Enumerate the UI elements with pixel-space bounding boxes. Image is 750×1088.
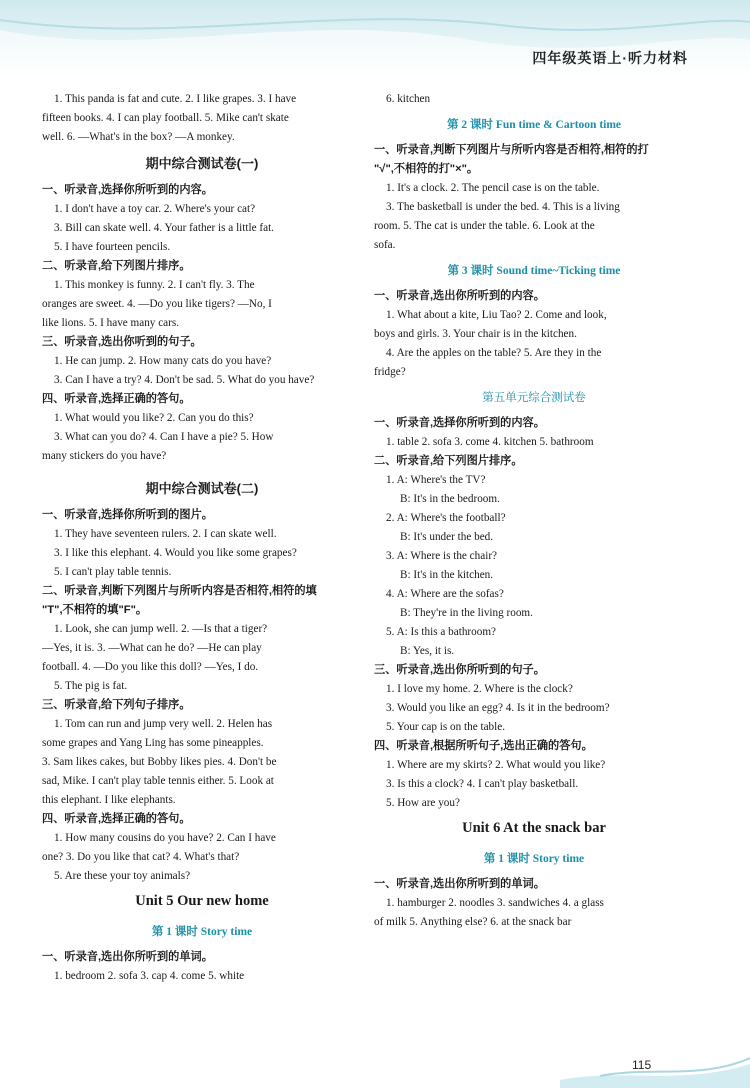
text-line: oranges are sweet. 4. —Do you like tigers? —No, I xyxy=(42,298,272,310)
text-line: sad, Mike. I can't play table tennis either. 5. Look at xyxy=(42,775,274,787)
left-column xyxy=(42,90,362,986)
section-heading: 二、听录音,给下列图片排序。 xyxy=(374,455,523,467)
text-line: boys and girls. 3. Your chair is in the kitchen. xyxy=(374,328,577,340)
test1-title: 期中综合测试卷(一) xyxy=(145,156,259,171)
section-heading: 一、听录音,选出你所听到的单词。 xyxy=(42,951,213,963)
text-line: 6. kitchen xyxy=(386,93,431,105)
text-line: 5. Are these your toy animals? xyxy=(54,870,191,882)
section-heading-cont: "T",不相符的填"F"。 xyxy=(42,604,148,616)
section-heading: 一、听录音,选择你所听到的图片。 xyxy=(42,509,213,521)
text-line: 1. table 2. sofa 3. come 4. kitchen 5. bathroom xyxy=(386,436,594,448)
text-line: some grapes and Yang Ling has some pineapples. xyxy=(42,737,264,749)
text-line: well. 6. —What's in the box? —A monkey. xyxy=(42,131,235,143)
dialog-line-b: B: Yes, it is. xyxy=(400,645,455,657)
text-line: 1. I don't have a toy car. 2. Where's your cat? xyxy=(54,203,256,215)
text-line: 1. bedroom 2. sofa 3. cap 4. come 5. white xyxy=(54,970,245,982)
unit5-test-title: 第五单元综合测试卷 xyxy=(482,392,586,404)
page-header-title: 四年级英语上·听力材料 xyxy=(532,50,688,66)
lesson-title: 第 1 课时 Story time xyxy=(151,926,253,938)
text-line: like lions. 5. I have many cars. xyxy=(42,317,180,329)
unit6-title: Unit 6 At the snack bar xyxy=(462,820,606,836)
text-line: 1. I love my home. 2. Where is the clock? xyxy=(386,683,573,695)
text-line: fridge? xyxy=(374,366,406,378)
unit5-title: Unit 5 Our new home xyxy=(135,893,269,909)
section-heading: 三、听录音,选出你听到的句子。 xyxy=(42,336,202,348)
lesson-title: 第 2 课时 Fun time & Cartoon time xyxy=(446,119,622,131)
dialog-line-a: 2. A: Where's the football? xyxy=(386,512,506,524)
text-line: 1. Look, she can jump well. 2. —Is that a tiger? xyxy=(54,623,268,635)
right-column xyxy=(374,90,694,932)
text-line: 3. The basketball is under the bed. 4. This is a living xyxy=(386,201,620,213)
text-line: 1. Where are my skirts? 2. What would you like? xyxy=(386,759,606,771)
text-line: 3. Is this a clock? 4. I can't play basketball. xyxy=(386,778,579,790)
text-line: fifteen books. 4. I can play football. 5. Mike can't skate xyxy=(42,112,289,124)
section-heading: 一、听录音,选出你所听到的单词。 xyxy=(374,878,545,890)
text-line: 1. This monkey is funny. 2. I can't fly. 3. The xyxy=(54,279,255,291)
text-line: 3. Would you like an egg? 4. Is it in the bedroom? xyxy=(386,702,610,714)
test2-title: 期中综合测试卷(二) xyxy=(145,481,259,496)
text-line: 3. Bill can skate well. 4. Your father is a little fat. xyxy=(54,222,274,234)
dialog-line-a: 1. A: Where's the TV? xyxy=(386,474,486,486)
dialog-line-b: B: It's in the bedroom. xyxy=(400,493,500,505)
dialog-line-b: B: It's under the bed. xyxy=(400,531,494,543)
section-heading: 一、听录音,选择你所听到的内容。 xyxy=(42,184,213,196)
text-line: one? 3. Do you like that cat? 4. What's that? xyxy=(42,851,240,863)
text-line: 1. This panda is fat and cute. 2. I like grapes. 3. I have xyxy=(54,93,297,105)
lesson-title: 第 1 课时 Story time xyxy=(483,853,585,865)
text-line: 1. hamburger 2. noodles 3. sandwiches 4. a glass xyxy=(386,897,604,909)
section-heading: 一、听录音,选出你所听到的内容。 xyxy=(374,290,545,302)
text-line: 1. They have seventeen rulers. 2. I can skate well. xyxy=(54,528,277,540)
text-line: 5. How are you? xyxy=(386,797,460,809)
footer-wave-decoration xyxy=(560,1050,750,1088)
dialog-line-a: 4. A: Where are the sofas? xyxy=(386,588,504,600)
text-line: of milk 5. Anything else? 6. at the snack bar xyxy=(374,916,572,928)
dialog-line-b: B: They're in the living room. xyxy=(400,607,533,619)
section-heading: 一、听录音,选择你所听到的内容。 xyxy=(374,417,545,429)
text-line: sofa. xyxy=(374,239,396,251)
text-line: this elephant. I like elephants. xyxy=(42,794,176,806)
text-line: 5. I have fourteen pencils. xyxy=(54,241,171,253)
section-heading: 四、听录音,选择正确的答句。 xyxy=(42,813,191,825)
dialog-line-a: 5. A: Is this a bathroom? xyxy=(386,626,496,638)
text-line: 1. How many cousins do you have? 2. Can I have xyxy=(54,832,276,844)
text-line: 1. Tom can run and jump very well. 2. Helen has xyxy=(54,718,273,730)
section-heading: 二、听录音,判断下列图片与所听内容是否相符,相符的填 xyxy=(42,585,317,597)
text-line: 3. I like this elephant. 4. Would you like some grapes? xyxy=(54,547,297,559)
section-heading: 一、听录音,判断下列图片与所听内容是否相符,相符的打 xyxy=(374,144,649,156)
text-line: 1. It's a clock. 2. The pencil case is on the table. xyxy=(386,182,600,194)
text-line: room. 5. The cat is under the table. 6. Look at the xyxy=(374,220,595,232)
section-heading: 三、听录音,给下列句子排序。 xyxy=(42,699,191,711)
text-line: 1. What about a kite, Liu Tao? 2. Come and look, xyxy=(386,309,607,321)
section-heading: 四、听录音,根据所听句子,选出正确的答句。 xyxy=(374,740,593,752)
section-heading: 四、听录音,选择正确的答句。 xyxy=(42,393,191,405)
text-line: 4. Are the apples on the table? 5. Are they in the xyxy=(386,347,602,359)
text-line: 5. The pig is fat. xyxy=(54,680,128,692)
text-line: 3. What can you do? 4. Can I have a pie? 5. How xyxy=(54,431,274,443)
dialog-line-b: B: It's in the kitchen. xyxy=(400,569,494,581)
text-line: —Yes, it is. 3. —What can he do? —He can play xyxy=(42,642,262,654)
page-number: 115 xyxy=(632,1058,652,1072)
text-line: 1. He can jump. 2. How many cats do you have? xyxy=(54,355,272,367)
lesson-title: 第 3 课时 Sound time~Ticking time xyxy=(447,265,621,277)
text-line: 5. I can't play table tennis. xyxy=(54,566,172,578)
section-heading: 二、听录音,给下列图片排序。 xyxy=(42,260,191,272)
text-line: football. 4. —Do you like this doll? —Yes, I do. xyxy=(42,661,259,673)
section-heading: 三、听录音,选出你所听到的句子。 xyxy=(374,664,545,676)
dialog-line-a: 3. A: Where is the chair? xyxy=(386,550,498,562)
text-line: 3. Sam likes cakes, but Bobby likes pies. 4. Don't be xyxy=(42,756,277,768)
text-line: 1. What would you like? 2. Can you do this? xyxy=(54,412,254,424)
section-heading-cont: "√",不相符的打"×"。 xyxy=(374,163,479,175)
text-line: 5. Your cap is on the table. xyxy=(386,721,506,733)
text-line: many stickers do you have? xyxy=(42,450,167,462)
text-line: 3. Can I have a try? 4. Don't be sad. 5. What do you have? xyxy=(54,374,315,386)
